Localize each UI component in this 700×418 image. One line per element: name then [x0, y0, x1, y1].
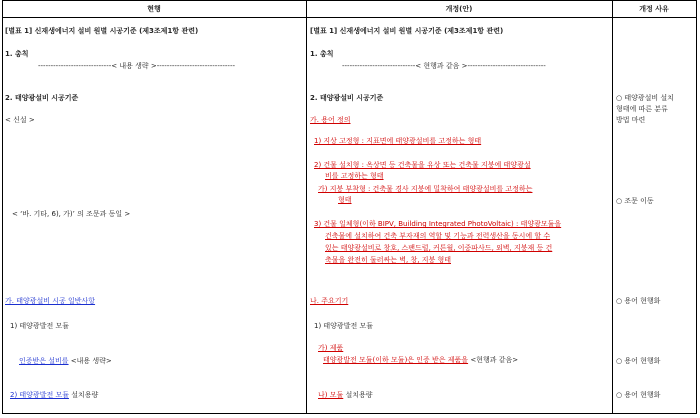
current-item-2: 2) 태양광발전 모듈 — [10, 391, 69, 399]
revised-definitions-heading: 가. 용어 정의 — [310, 116, 351, 124]
reason-3: ○ 용어 현행화 — [616, 297, 661, 305]
current-item-2-tail: 설치용량 — [71, 391, 99, 399]
revised-def-3-line-4: 축물을 완전히 둘러싸는 벽, 창, 지붕 형태 — [325, 256, 451, 264]
revised-def-2-line-2: 비를 고정하는 형태 — [325, 172, 384, 180]
revised-section-2-heading: 2. 태양광설비 시공기준 — [310, 94, 384, 102]
table-top-border — [2, 0, 697, 1]
revised-section-1-body: -----------------------------< 현행과 같음 >------------------------------- — [342, 62, 546, 70]
current-section-1-body: -----------------------------< 내용 생략 >------------------------------- — [38, 62, 236, 70]
current-new-marker: < 신설 > — [5, 116, 35, 124]
revised-def-3-line-2: 건축물에 설치하여 건축 부자재의 역할 및 기능과 전력생산을 동시에 할 수 — [325, 232, 551, 240]
revised-item-1ga: 가) 제품 — [318, 344, 344, 352]
revised-section-1-heading: 1. 총칙 — [310, 50, 334, 58]
revised-item-1ga-line — [323, 356, 518, 365]
revised-item-1: 1) 태양광발전 모듈 — [314, 322, 373, 330]
reason-1-line-2: 형태에 따른 분류 — [616, 105, 668, 113]
revised-def-3-line-1: 3) 건물 일체형(이하 BIPV, Building Integrated PhotoVoltaic) : 태양광모듈을 — [314, 220, 562, 228]
reason-1-line-3: 방법 마련 — [616, 116, 646, 124]
current-item-1-sub-tail: <내용 생략> — [70, 357, 112, 365]
reason-4: ○ 용어 현행화 — [616, 357, 661, 365]
revised-item-1ga-tail: <현행과 같음> — [470, 356, 519, 364]
current-section-1-heading: 1. 총칙 — [5, 50, 29, 58]
revised-def-2-line-1: 2) 건물 설치형 : 옥상면 등 건축물을 유상 또는 건축물 지붕에 태양광설 — [314, 161, 531, 169]
current-item-1: 1) 태양광발전 모듈 — [10, 322, 69, 330]
revised-item-2-tail: 설치용량 — [345, 391, 373, 399]
column-divider-2 — [612, 0, 613, 414]
revised-def-2ga-line-2: 형태 — [338, 196, 352, 204]
header-bottom-border — [2, 17, 697, 18]
current-moved-note: < ‘바. 기타, 6), 가)’ 의 조문과 동일 > — [12, 210, 131, 218]
revised-item-2: 나) 모듈 — [318, 391, 344, 399]
current-item-1-sub: 인증받은 설비를 — [19, 357, 69, 365]
table-left-border — [2, 0, 3, 414]
revised-def-1: 1) 지상 고정형 : 지표면에 태양광설비를 고정하는 형태 — [314, 137, 482, 145]
table-bottom-border — [2, 413, 697, 414]
reason-1-line-1: ○ 태양광설비 설치 — [616, 94, 674, 102]
table-right-border — [696, 0, 697, 414]
current-item-1-sub-line — [19, 357, 112, 366]
current-item-2-line — [10, 391, 98, 400]
revised-item-na: 나. 주요기기 — [310, 297, 349, 305]
revised-item-1ga-body: 태양광발전 모듈(이하 모듈)은 인증 받은 제품을 — [323, 356, 469, 364]
revised-item-2-line — [318, 391, 373, 400]
current-appendix-title: [별표 1] 신재생에너지 설비 원별 시공기준 (제3조제1항 관련) — [5, 27, 199, 35]
header-reason: 개정 사유 — [639, 5, 669, 13]
header-revised: 개정(안) — [445, 5, 473, 13]
reason-5: ○ 용어 현행화 — [616, 391, 661, 399]
reason-2: ○ 조문 이동 — [616, 197, 654, 205]
current-item-ga: 가. 태양광설비 시공 일반사항 — [5, 297, 96, 305]
revised-def-3-line-3: 있는 태양광설비로 창호, 스팬드럴, 커튼월, 이중파사드, 외벽, 지붕재 등 건 — [325, 244, 553, 252]
revised-def-2ga-line-1: 가) 지붕 부착형 : 건축물 경사 지붕에 밀착하여 태양광설비를 고정하는 — [318, 185, 533, 193]
revised-appendix-title: [별표 1] 신재생에너지 설비 원별 시공기준 (제3조제1항 관련) — [310, 27, 504, 35]
header-current: 현행 — [147, 5, 161, 13]
current-section-2-heading: 2. 태양광설비 시공기준 — [5, 94, 79, 102]
column-divider-1 — [306, 0, 307, 414]
